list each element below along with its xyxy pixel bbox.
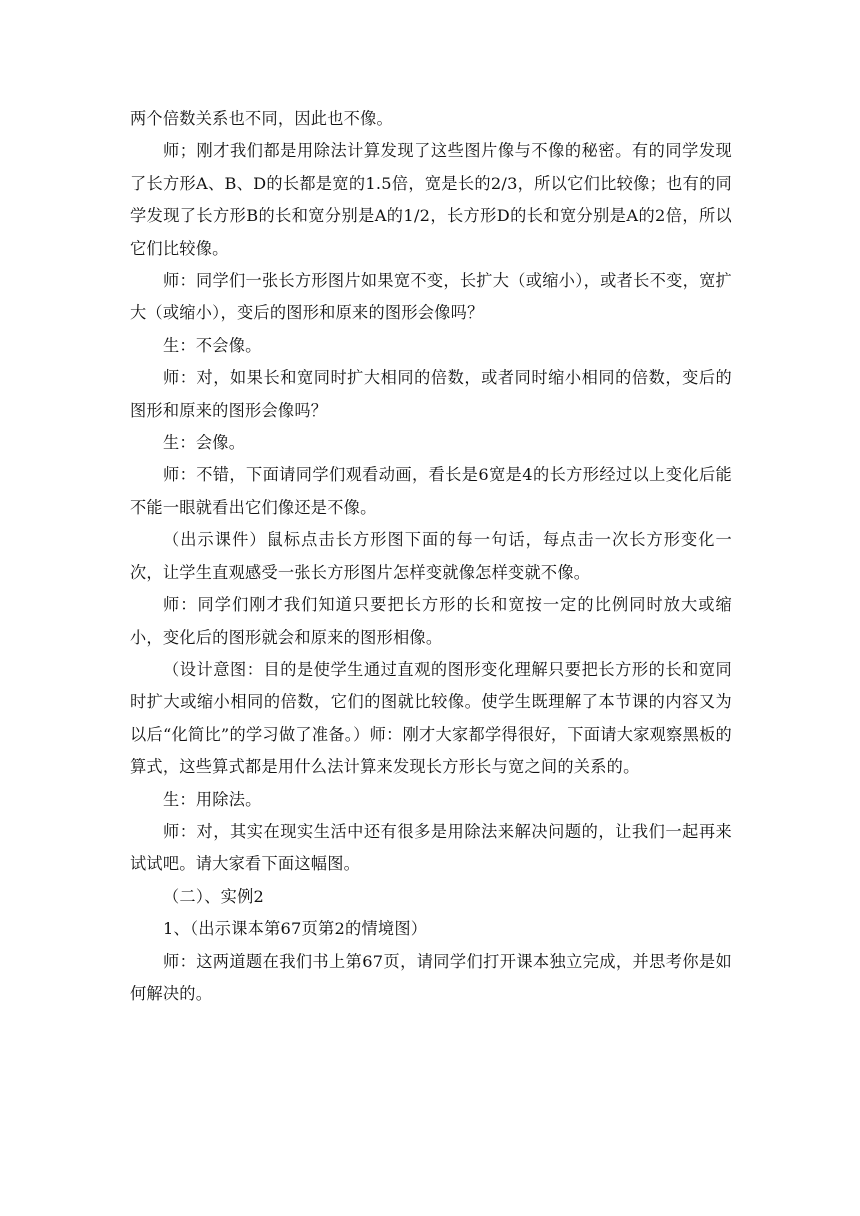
paragraph-courseware: （出示课件）鼠标点击长方形图下面的每一句话，每点击一次长方形变化一次，让学生直观感受一张长方形图片怎样变就像怎样变就不像。 — [130, 530, 732, 582]
document-body — [130, 103, 732, 1010]
paragraph-teacher-division-secret: 师；刚才我们都是用除法计算发现了这些图片像与不像的秘密。有的同学发现了长方形A、B、D的长都是宽的1.5倍，宽是长的2/3，所以它们比较像；也有的同学发现了长方形B的长和宽分别是A的1/2，长方形D的长和宽分别是A的2倍，所以它们比较像。 — [130, 141, 732, 258]
paragraph-teacher-textbook: 师：这两道题在我们书上第67页，请同学们打开课本独立完成，并思考你是如何解决的。 — [130, 951, 732, 1003]
paragraph-student-alike: 生：会像。 — [163, 433, 246, 453]
paragraph-continuation: 两个倍数关系也不同，因此也不像。 — [130, 109, 393, 128]
paragraph-design-intent: （设计意图：目的是使学生通过直观的图形变化理解只要把长方形的长和宽同时扩大或缩小相同的倍数，它们的图就比较像。使学生既理解了本节课的内容又为以后“化简比”的学习做了准备。）师：刚才大家都学得很好，下面请大家观察黑板的算式，这些算式都是用什么法计算来发现长方形长与宽之间的关系的。 — [130, 659, 732, 777]
paragraph-teacher-question-change: 师：同学们一张长方形图片如果宽不变，长扩大（或缩小），或者长不变，宽扩大（或缩小），变后的图形和原来的图形会像吗？ — [130, 271, 732, 323]
paragraph-student-not-alike: 生：不会像。 — [163, 335, 262, 355]
paragraph-teacher-animation: 师：不错，下面请同学们观看动画，看长是6宽是4的长方形经过以上变化后能不能一眼就看出它们像还是不像。 — [130, 465, 732, 517]
paragraph-teacher-summary: 师：同学们刚才我们知道只要把长方形的长和宽按一定的比例同时放大或缩小，变化后的图形就会和原来的图形相像。 — [130, 595, 732, 647]
paragraph-teacher-question-same-multiple: 师：对，如果长和宽同时扩大相同的倍数，或者同时缩小相同的倍数，变后的图形和原来的图形会像吗？ — [130, 368, 732, 420]
paragraph-teacher-real-life: 师：对，其实在现实生活中还有很多是用除法来解决问题的，让我们一起再来试试吧。请大家看下面这幅图。 — [130, 821, 732, 874]
paragraph-student-division: 生：用除法。 — [163, 789, 262, 809]
section-heading-example-2: （二）、实例2 — [163, 886, 265, 906]
list-item-1: 1、（出示课本第67页第2的情境图） — [163, 919, 428, 939]
